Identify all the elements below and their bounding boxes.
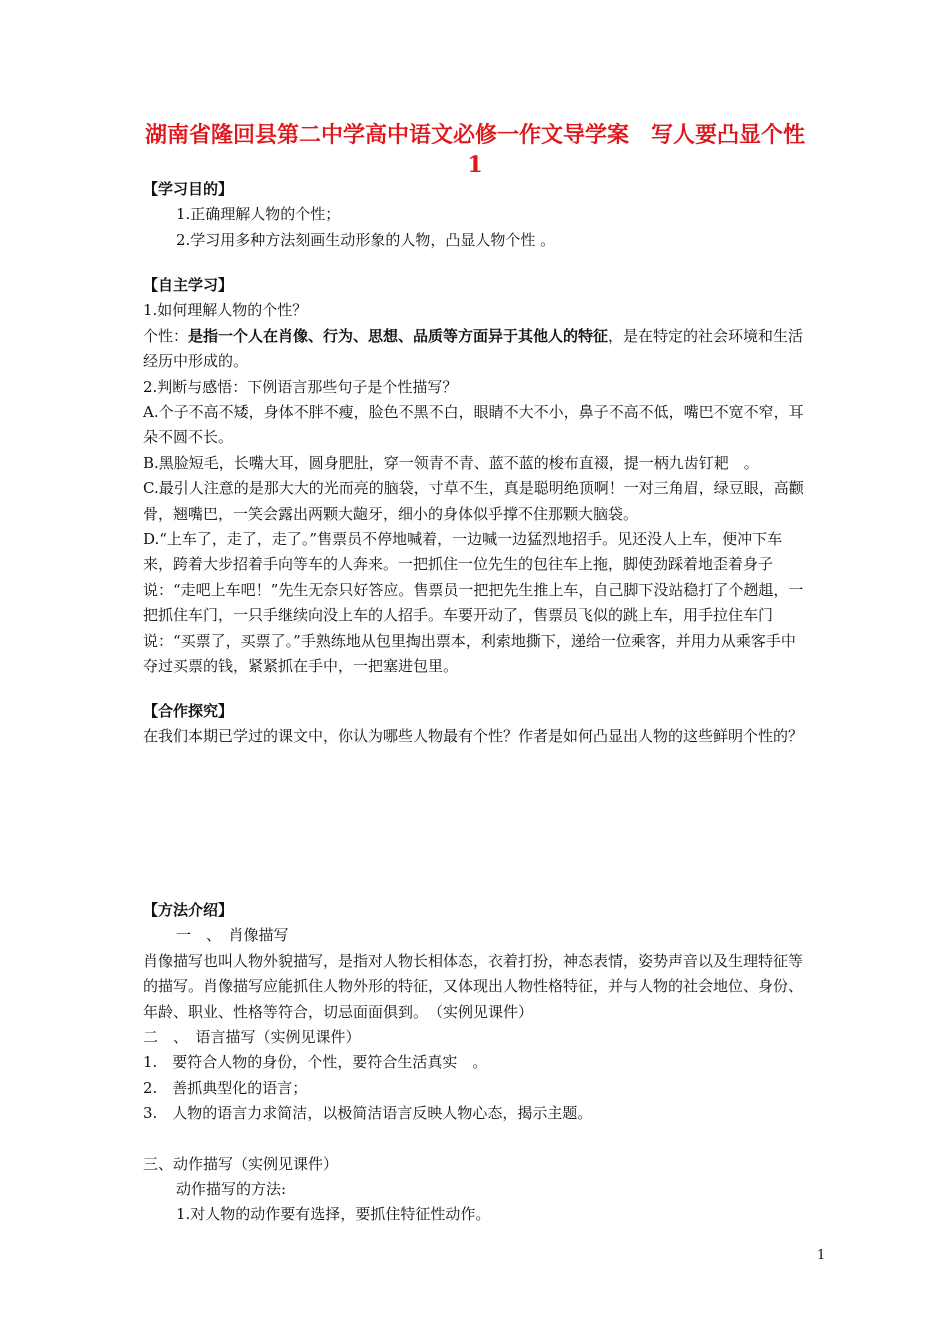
goals-heading: 【学习目的】 xyxy=(143,180,234,198)
option-c: C.最引人注意的是那大大的光而亮的脑袋，寸草不生，真是聪明绝顶啊！一对三角眉，绿豆眼，高颧骨，翘嘴巴，一笑会露出两颗大龅牙，细小的身体似乎撑不住那颗大脑袋。 xyxy=(143,479,804,523)
method-1-text: 肖像描写也叫人物外貌描写，是指对人物长相体态，衣着打扮，神态表情，姿势声音以及生理特征等的描写。肖像描写应能抓住人物外形的特征，又体现出人物性格特征，并与人物的社会地位、身份、年龄、职业、性格等符合，切忌面面俱到。 （实例见课件） xyxy=(143,951,804,1021)
definition-bold: 是指一个人在肖像、行为、思想、品质等方面异于其他人的特征 xyxy=(188,326,609,345)
methods-section xyxy=(143,898,808,1228)
definition-suffix: ，是在特定的社会环境和生活经历中形成的。 xyxy=(143,326,804,371)
document-title: 湖南省隆回县第二中学高中语文必修一作文导学案 写人要凸显个性 1 xyxy=(144,122,805,178)
definition-prefix: 个性： xyxy=(143,326,189,345)
question-2: 2.判断与感悟：下例语言那些句子是个性描写？ xyxy=(143,377,458,396)
option-d: D.“上车了，走了，走了。”售票员不停地喊着，一边喊一边猛烈地招手。见还没人上车，便冲下车来，跨着大步招着手向等车的人奔来。一把抓住一位先生的包往车上拖，脚使劲踩着地歪着身子说：“走吧上车吧！”先生无奈只好答应。售票员一把把先生推上车，自己脚下没站稳打了个趔趄，一把抓住车门，一只手继续向没上车的人招手。车要开动了，售票员飞似的跳上车，用手拉住车门说：“买票了，买票了。”手熟练地从包里掏出票本，利索地撕下，递给一位乘客，并用力从乘客手中夺过买票的钱，紧紧抓在手中，一把塞进包里。 xyxy=(143,530,804,676)
method-3-title: 三、动作描写（实例见课件） xyxy=(143,1154,339,1173)
method-3-item-1: 1.对人物的动作要有选择，要抓住特征性动作。 xyxy=(176,1205,491,1224)
coop-text: 在我们本期已学过的课文中，你认为哪些人物最有个性？作者是如何凸显出人物的这些鲜明个性的？ xyxy=(143,727,804,746)
method-2-title: 二 、 语言描写（实例见课件） xyxy=(143,1028,361,1047)
spacer xyxy=(143,1127,808,1152)
goal-item-2: 2.学习用多种方法刻画生动形象的人物，凸显人物个性 。 xyxy=(176,230,556,249)
option-b: B.黑脸短毛，长嘴大耳，圆身肥肚，穿一领青不青、蓝不蓝的梭布直裰，提一柄九齿钉耙 。 xyxy=(143,453,759,472)
method-2-item: 3. 人物的语言力求简洁，以极简洁语言反映人物心态，揭示主题。 xyxy=(143,1104,593,1123)
option-a: A.个子不高不矮，身体不胖不瘦，脸色不黑不白，眼睛不大不小，鼻子不高不低，嘴巴不宽不窄，耳朵不圆不长。 xyxy=(143,403,804,447)
self-study-section xyxy=(143,273,808,680)
method-2-item: 1. 要符合人物的身份，个性，要符合生活真实 。 xyxy=(143,1053,488,1072)
method-3-subtitle: 动作描写的方法: xyxy=(176,1180,287,1199)
method-1-title: 一 、 肖像描写 xyxy=(176,926,289,945)
methods-heading: 【方法介绍】 xyxy=(143,901,234,919)
coop-heading: 【合作探究】 xyxy=(143,702,234,720)
self-study-heading: 【自主学习】 xyxy=(143,276,234,294)
method-2-item: 2. 善抓典型化的语言； xyxy=(143,1078,308,1097)
coop-section xyxy=(143,699,808,750)
goal-item-1: 1.正确理解人物的个性； xyxy=(176,205,341,224)
page-number: 1 xyxy=(817,1248,826,1263)
definition-paragraph xyxy=(143,324,808,375)
goals-section xyxy=(143,177,808,253)
question-1: 1.如何理解人物的个性？ xyxy=(143,301,308,320)
